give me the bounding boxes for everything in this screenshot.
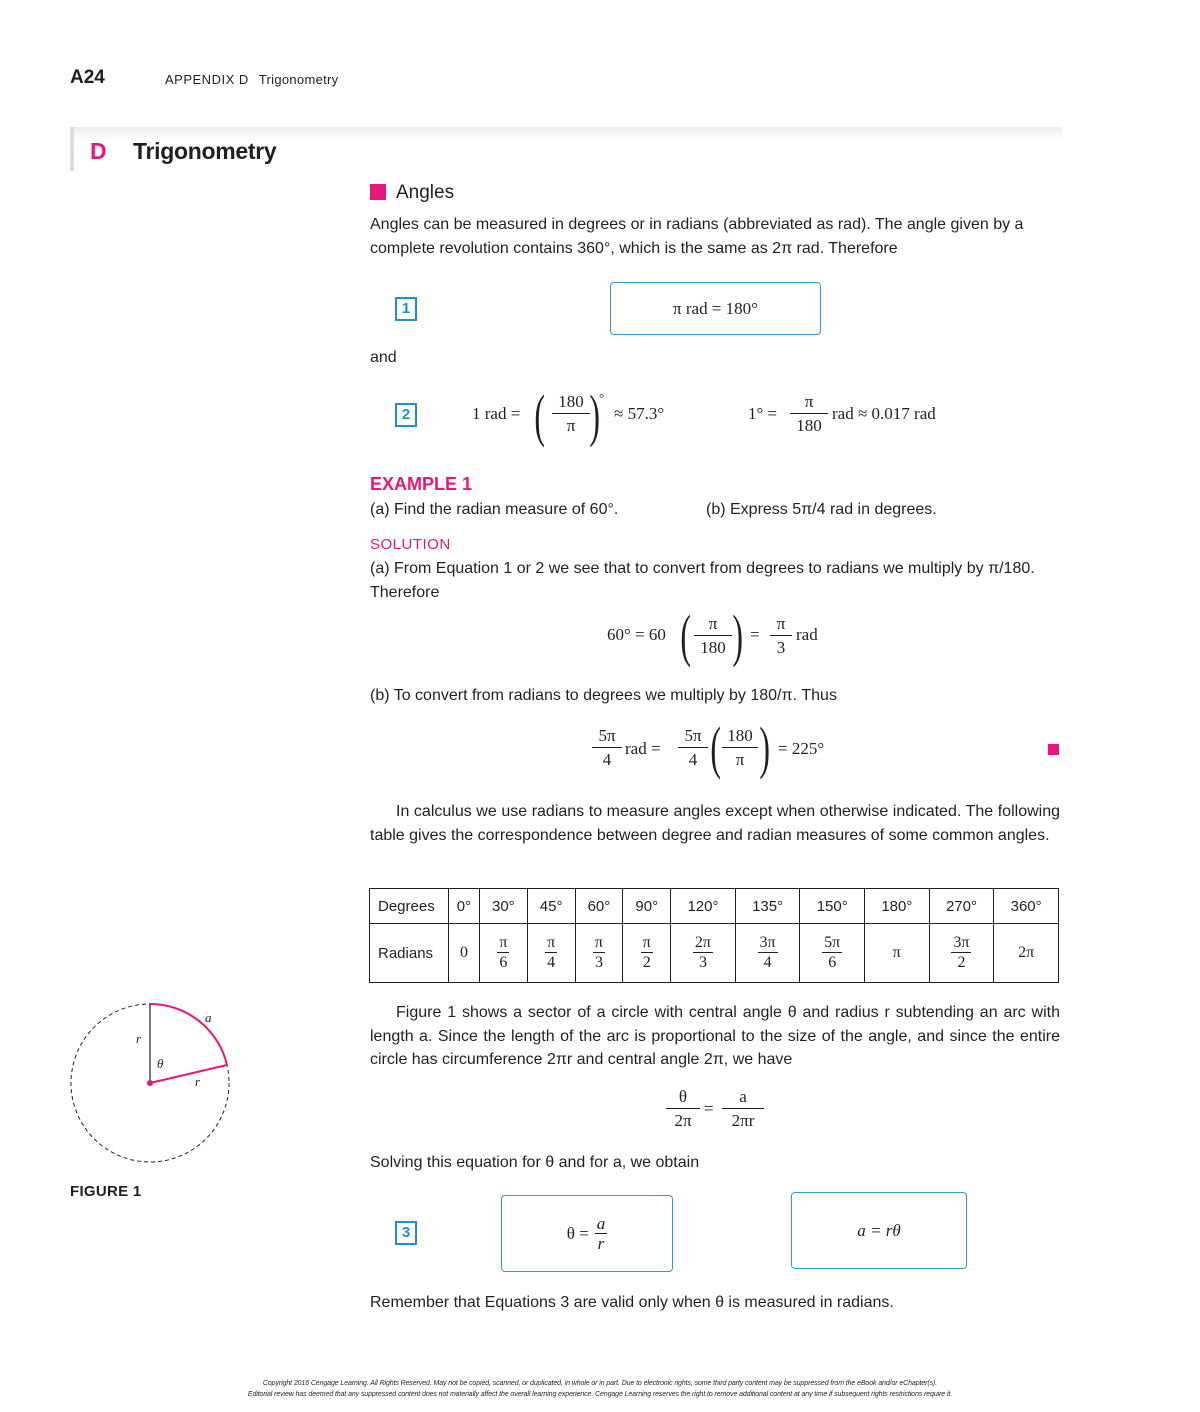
fraction-denominator: 4	[602, 750, 612, 769]
table-cell-degree: 60°	[575, 889, 623, 924]
calculus-paragraph: In calculus we use radians to measure angles except when otherwise indicated. The following table gives the correspondence between degree and radian measures of some common angles.	[370, 803, 1060, 844]
paren-open: (	[534, 383, 545, 448]
table-cell-degree: 120°	[671, 889, 736, 924]
fraction-numerator: 5π	[678, 726, 708, 748]
degree-superscript: °	[599, 390, 605, 405]
section-title: Trigonometry	[133, 138, 277, 164]
appendix-label: APPENDIX D	[165, 72, 249, 87]
label-r1: r	[136, 1031, 142, 1046]
table-cell-degree: 30°	[479, 889, 527, 924]
table-cell-degree: 135°	[735, 889, 800, 924]
page-number: A24	[70, 67, 105, 88]
fraction-denominator: 2π	[674, 1111, 692, 1130]
section-letter: D	[90, 138, 107, 164]
table-cell-radian	[479, 924, 527, 983]
running-head	[165, 72, 338, 87]
table-row-label: Radians	[370, 924, 449, 983]
fraction-numerator: 180	[552, 392, 590, 414]
proportion-equals: =	[704, 1099, 714, 1118]
table-cell-radian	[527, 924, 575, 983]
eq2-left-rhs: ≈ 57.3°	[614, 404, 665, 423]
fraction-numerator: π	[642, 934, 651, 951]
fraction-denominator: r	[597, 1233, 605, 1253]
table-cell-radian	[735, 924, 800, 983]
figure-caption: FIGURE 1	[70, 1183, 142, 1200]
figure-1-sector-diagram	[60, 995, 245, 1175]
equation-number-3: 3	[395, 1221, 417, 1245]
paren-open: (	[710, 715, 721, 780]
example-part-b: (b) Express 5π/4 rad in degrees.	[706, 501, 937, 518]
paren-close: )	[732, 603, 743, 668]
table-cell-radian: 0	[449, 924, 480, 983]
fraction-denominator: 3	[698, 954, 707, 971]
fraction-numerator: 5π	[592, 726, 622, 748]
solution-part-b: (b) To convert from radians to degrees we multiply by 180/π. Thus	[370, 687, 837, 704]
fraction-numerator: 3π	[759, 934, 776, 951]
figure-paragraph: Figure 1 shows a sector of a circle with central angle θ and radius r subtending an arc with length a. Since the length of the arc is proportional to the size of the angle, and since the entire circle has circumference 2πr and central angle 2π, we have	[370, 1004, 1060, 1068]
fraction-numerator: 2π	[694, 934, 711, 951]
footer-copyright: Copyright 2016 Cengage Learning. All Rights Reserved. May not be copied, scanned, or duplicated, in whole or in part. Due to electronic rights, some third party content may be suppressed from the eBook and/or eChapter(s).	[262, 1380, 938, 1387]
table-cell-degree: 45°	[527, 889, 575, 924]
equation-3a-box	[501, 1195, 673, 1272]
equation-1: π rad = 180°	[673, 298, 758, 318]
label-theta: θ	[157, 1056, 164, 1071]
table-cell-degree: 0°	[449, 889, 480, 924]
fraction-denominator: 3	[594, 954, 603, 971]
fraction-numerator: π	[790, 392, 828, 414]
sol-b-fraction-1	[592, 726, 622, 771]
table-cell-degree: 180°	[865, 889, 930, 924]
table-cell-radian	[800, 924, 865, 983]
fraction-denominator: 6	[499, 954, 508, 971]
sol-a-fraction	[694, 614, 732, 659]
label-a: a	[205, 1010, 212, 1025]
sol-a-fraction-2	[770, 614, 792, 659]
table-cell-radian: π	[865, 924, 930, 983]
fraction-numerator: π	[499, 934, 508, 951]
eq2-left-lhs: 1 rad =	[472, 404, 521, 423]
end-of-example-marker	[1048, 744, 1059, 755]
fraction-denominator: 2	[957, 954, 966, 971]
table-cell-degree: 150°	[800, 889, 865, 924]
fraction-denominator: 4	[688, 750, 698, 769]
equation-3b-box	[791, 1192, 967, 1269]
fraction-numerator: 180	[722, 726, 758, 748]
eq2-right-rhs: rad ≈ 0.017 rad	[832, 404, 936, 423]
fraction-denominator: 3	[776, 638, 786, 657]
fraction-numerator: π	[547, 934, 556, 951]
fraction-denominator: 2	[642, 954, 651, 971]
table-cell-degree: 270°	[929, 889, 994, 924]
fraction-numerator: a	[596, 1213, 606, 1233]
sol-b-fraction-2	[678, 726, 708, 771]
table-row-radians	[370, 924, 1059, 983]
footer-editorial: Editorial review has deemed that any suppressed content does not materially affect the overall learning experience. Cengage Learning reserves the right to remove additional content at any time if subsequent rights restrictions require it.	[247, 1391, 953, 1398]
equation-number-2: 2	[395, 403, 417, 427]
fraction-denominator: 4	[763, 954, 772, 971]
fraction-numerator: 3π	[953, 934, 970, 951]
label-r2: r	[195, 1074, 201, 1089]
eq2-right-fraction	[790, 392, 828, 437]
equation-number-1: 1	[395, 297, 417, 321]
subsection-title: Angles	[396, 182, 455, 203]
sol-a-rad: rad	[796, 625, 818, 644]
paren-close: )	[589, 383, 600, 448]
equation-3b: a = rθ	[857, 1220, 901, 1240]
paren-close: )	[759, 715, 770, 780]
table-cell-degree: 360°	[994, 889, 1059, 924]
equation-1-box	[610, 282, 821, 335]
fraction-denominator: 4	[547, 954, 556, 971]
paren-open: (	[680, 603, 691, 668]
sol-b-result: = 225°	[778, 739, 825, 758]
table-row-degrees	[370, 889, 1059, 924]
table-cell-radian: 2π	[994, 924, 1059, 983]
fraction-denominator: π	[735, 750, 745, 769]
eq3-left-fraction	[595, 1214, 608, 1254]
fraction-denominator: 180	[700, 638, 726, 657]
table-cell-radian	[623, 924, 671, 983]
eq3-left-lhs: θ =	[566, 1223, 589, 1243]
fraction-denominator: π	[566, 416, 576, 435]
angle-conversion-table	[369, 888, 1059, 983]
remember-paragraph: Remember that Equations 3 are valid only when θ is measured in radians.	[370, 1294, 894, 1311]
fraction-numerator: θ	[666, 1087, 700, 1109]
sol-b-rad: rad =	[625, 739, 661, 758]
table-cell-radian	[575, 924, 623, 983]
example-title: EXAMPLE 1	[370, 474, 473, 494]
fraction-denominator: 6	[828, 954, 837, 971]
fraction-denominator: 2πr	[731, 1111, 755, 1130]
eq2-right-lhs: 1° =	[748, 404, 778, 423]
fraction-denominator: 180	[796, 416, 822, 435]
table-cell-radian	[671, 924, 736, 983]
intro-paragraph: Angles can be measured in degrees or in radians (abbreviated as rad). The angle given by a complete revolution contains 360°, which is the same as 2π rad. Therefore	[370, 216, 1024, 257]
table-cell-radian	[929, 924, 994, 983]
appendix-title: Trigonometry	[258, 72, 339, 87]
solving-paragraph: Solving this equation for θ and for a, we obtain	[370, 1154, 700, 1171]
subsection-marker	[370, 184, 386, 200]
fraction-numerator: 5π	[824, 934, 841, 951]
table-cell-degree: 90°	[623, 889, 671, 924]
solution-part-a: (a) From Equation 1 or 2 we see that to convert from degrees to radians we multiply by π/180. Therefore	[370, 560, 1035, 601]
table-row-label: Degrees	[370, 889, 449, 924]
sol-a-lhs: 60° = 60	[607, 625, 666, 644]
sol-b-fraction-3	[722, 726, 758, 771]
fraction-numerator: π	[770, 614, 792, 636]
sol-a-equals: =	[750, 625, 760, 644]
eq2-left-fraction	[552, 392, 590, 437]
solution-title: SOLUTION	[370, 536, 451, 553]
example-part-a: (a) Find the radian measure of 60°.	[370, 501, 619, 518]
fraction-numerator: π	[694, 614, 732, 636]
fraction-numerator: a	[722, 1087, 764, 1109]
and-text: and	[370, 349, 397, 366]
fraction-numerator: π	[594, 934, 603, 951]
proportion-fraction-2	[722, 1087, 764, 1132]
center-point	[147, 1080, 153, 1086]
proportion-fraction-1	[666, 1087, 700, 1132]
